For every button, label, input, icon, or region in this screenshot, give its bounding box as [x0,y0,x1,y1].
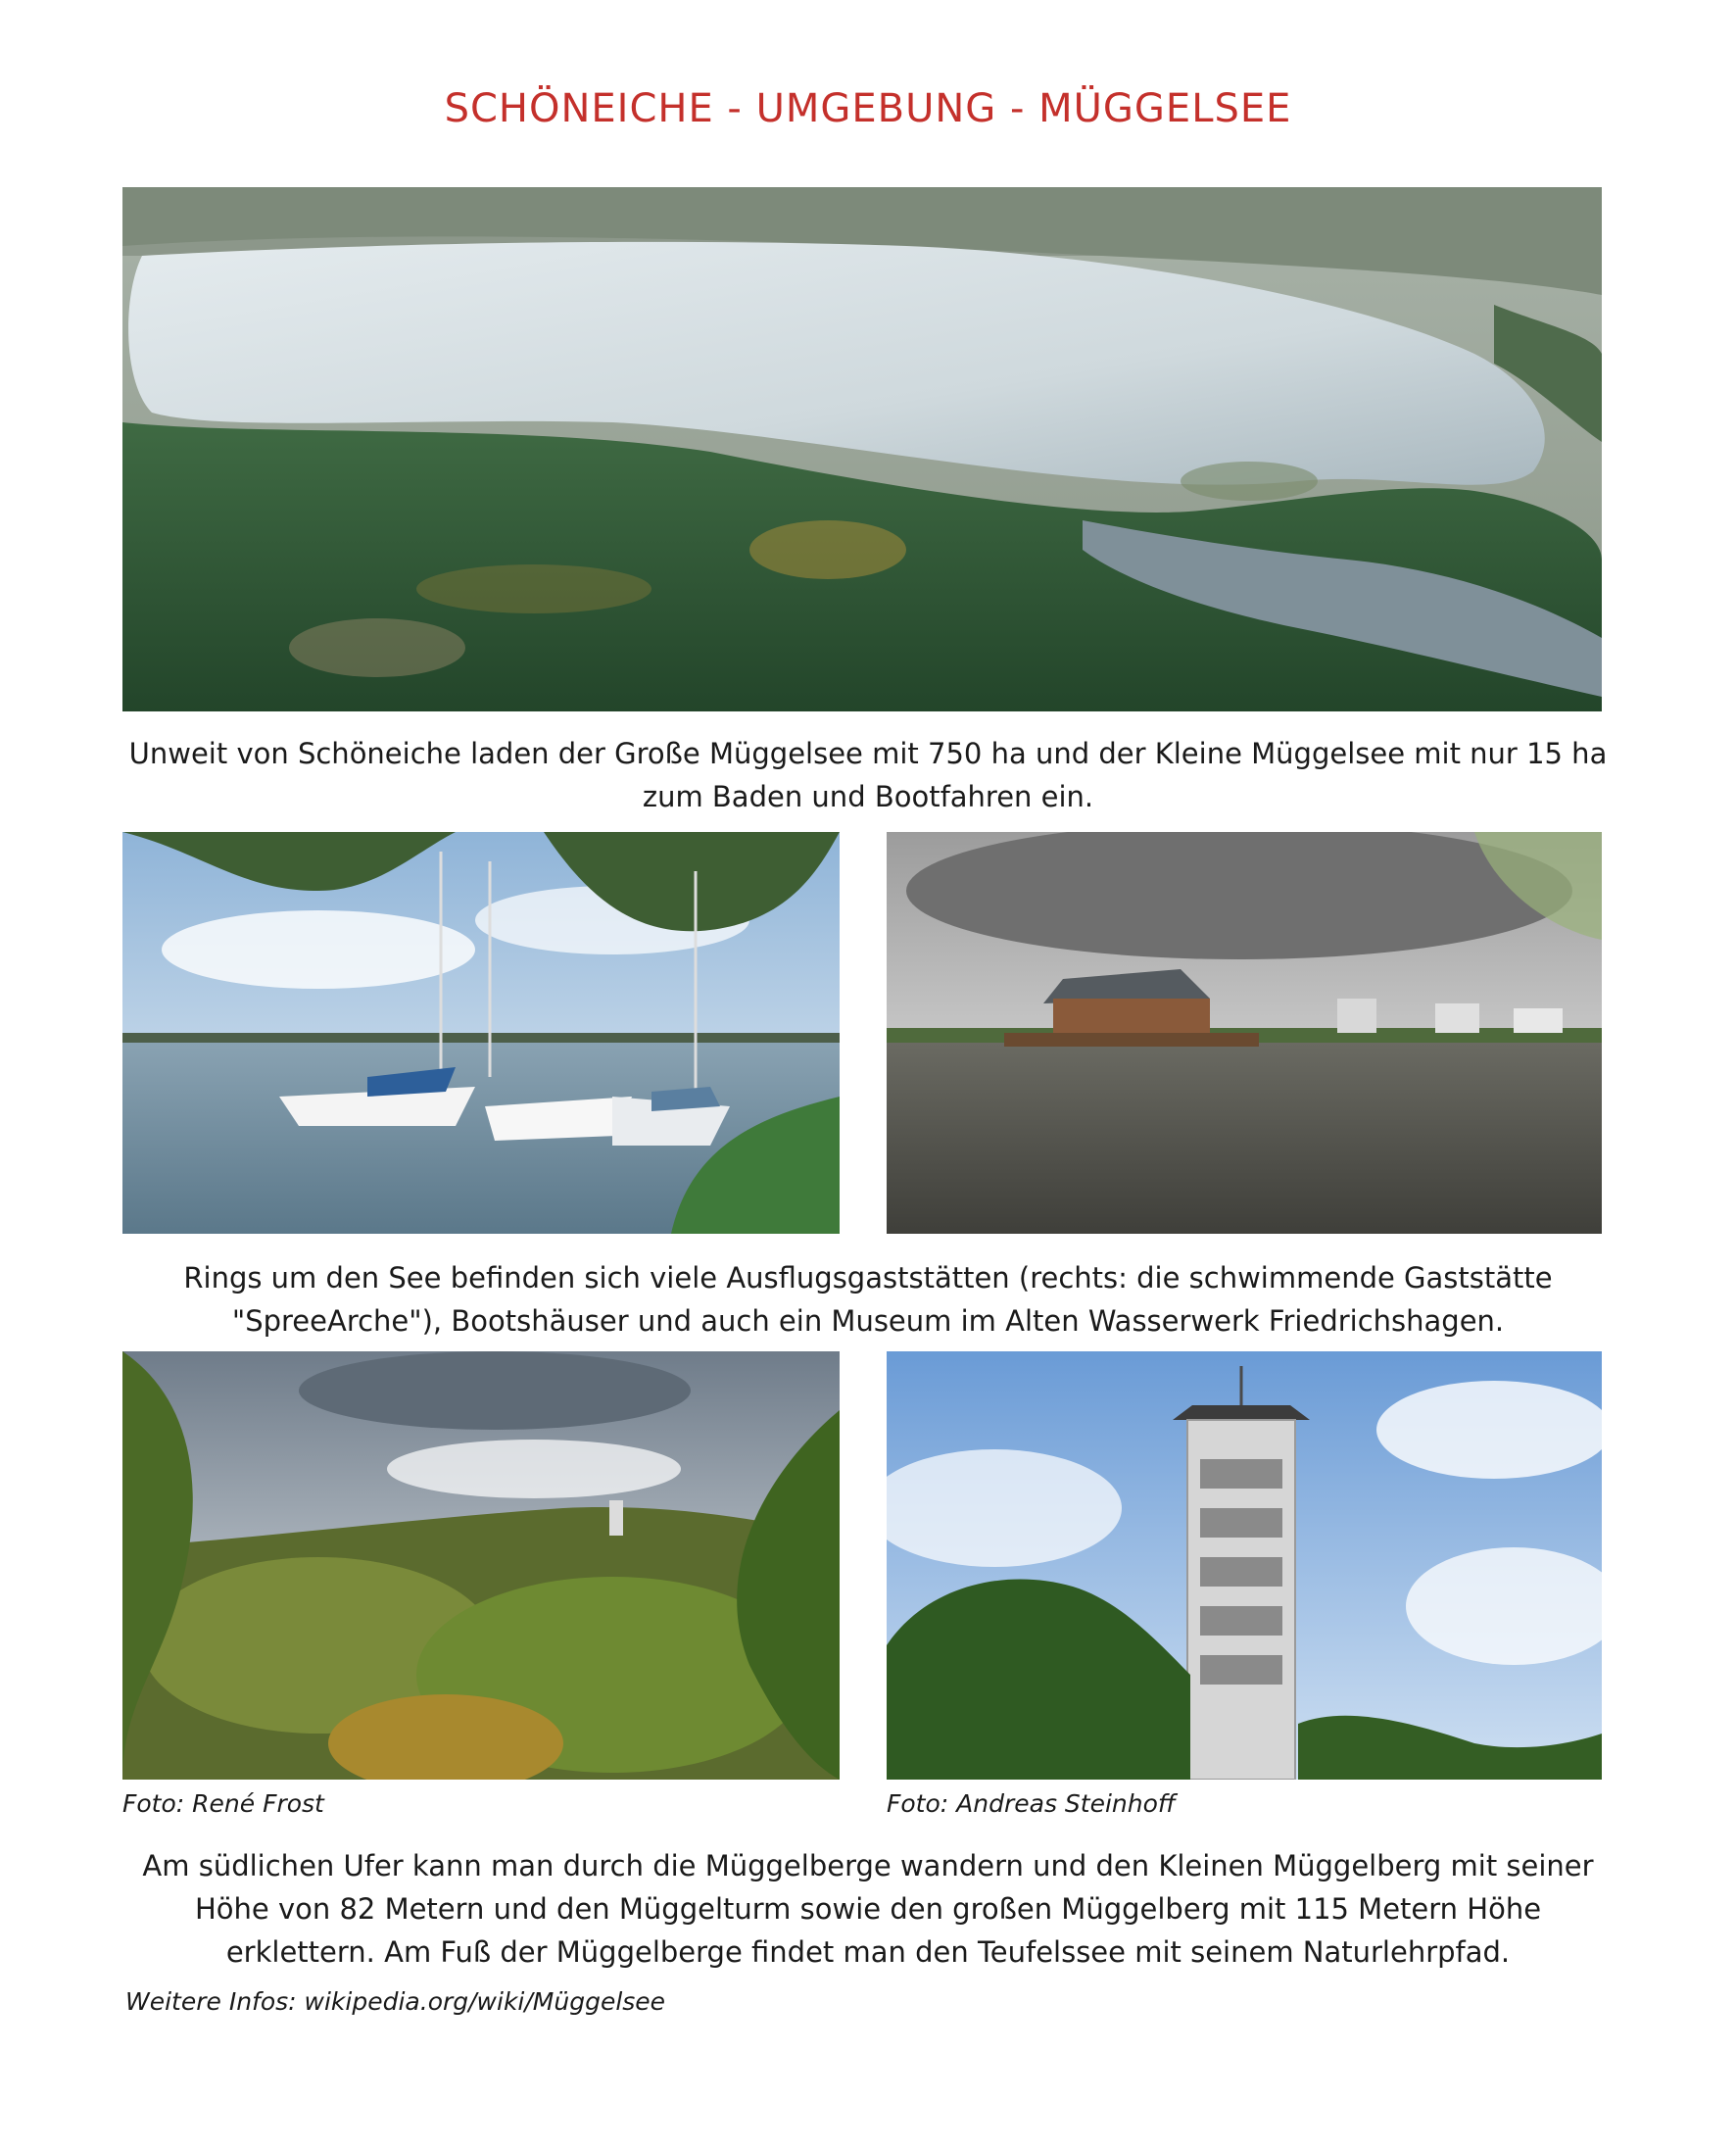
bottom-caption-line: Höhe von 82 Metern und den Müggelturm sowie den großen Müggelberg mit 115 Metern Höhe [194,1892,1542,1926]
more-info-link[interactable]: Weitere Infos: wikipedia.org/wiki/Müggelsee [125,1987,666,2016]
intro-caption-line: zum Baden und Bootfahren ein. [642,780,1094,813]
muggelberge-forest-photo [122,1351,840,1780]
middle-caption-line: "SpreeArche"), Bootshäuser und auch ein Museum im Alten Wasserwerk Friedrichshagen. [231,1304,1505,1338]
photo-credit-right: Foto: Andreas Steinhoff [887,1789,1176,1818]
sailboats-photo [122,832,840,1234]
page-title: SCHÖNEICHE - UMGEBUNG - MÜGGELSEE [444,86,1292,131]
muggelturm-photo [887,1351,1602,1780]
intro-caption [0,732,1736,818]
aerial-lake-photo [122,187,1602,711]
photo-credit-left: Foto: René Frost [122,1789,324,1818]
middle-caption [0,1256,1736,1343]
spreearche-photo [887,832,1602,1234]
middle-caption-line: Rings um den See befinden sich viele Ausflugsgaststätten (rechts: die schwimmende Gaststätte [183,1261,1553,1295]
intro-caption-line: Unweit von Schöneiche laden der Große Müggelsee mit 750 ha und der Kleine Müggelsee mit nur 15 ha [128,737,1608,770]
bottom-caption-line: erklettern. Am Fuß der Müggelberge findet man den Teufelssee mit seinem Naturlehrpfad. [225,1935,1511,1969]
bottom-caption [0,1844,1736,1974]
bottom-caption-line: Am südlichen Ufer kann man durch die Müggelberge wandern und den Kleinen Müggelberg mit seiner [142,1849,1594,1882]
